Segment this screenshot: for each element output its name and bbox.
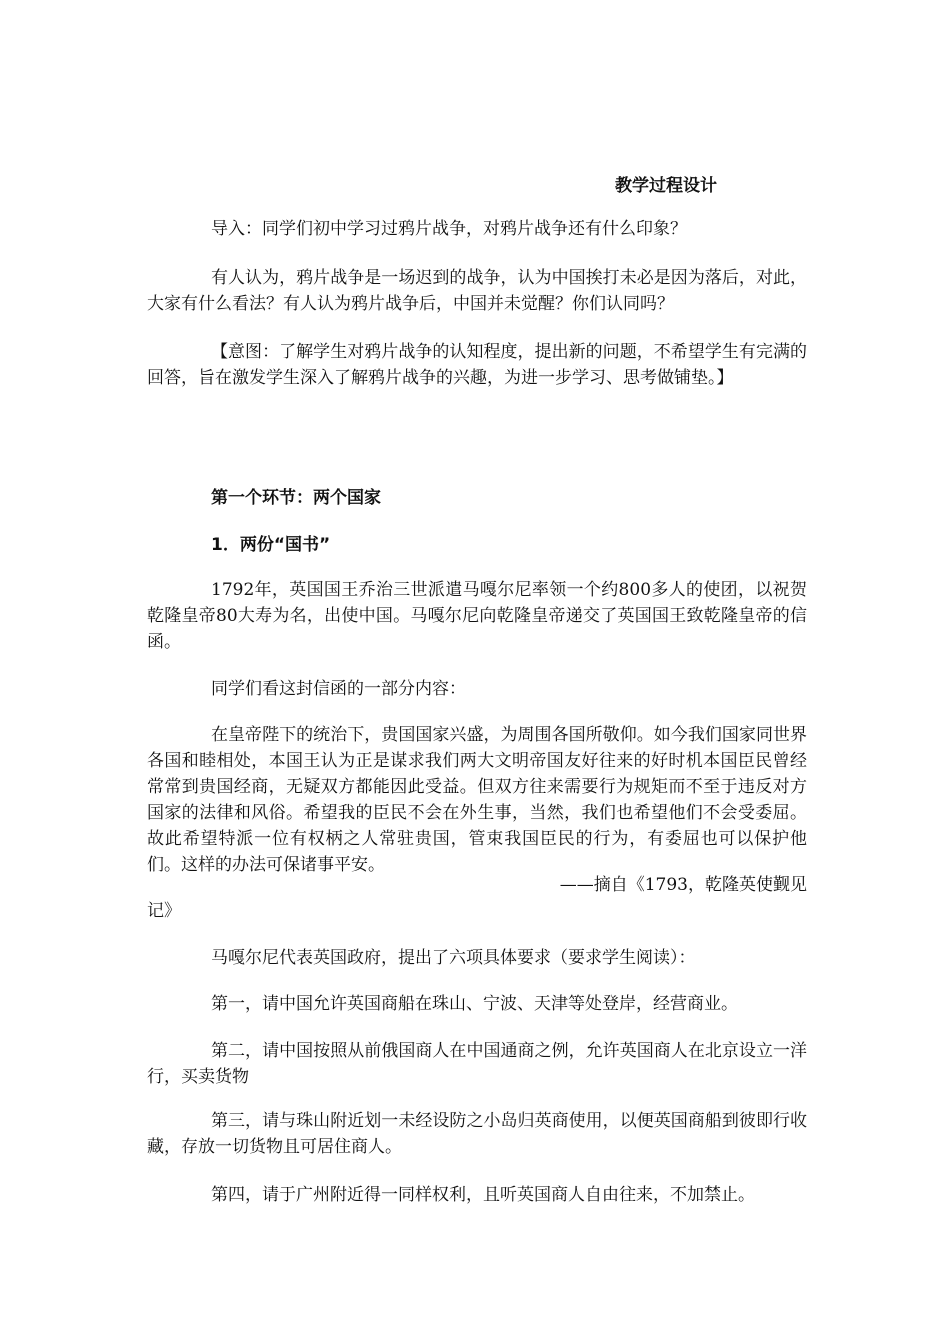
intro-views-paragraph: 有人认为，鸦片战争是一场迟到的战争，认为中国挨打未必是因为落后，对此，大家有什么看法？有人认为鸦片战争后，中国并未觉醒？你们认同吗？ xyxy=(147,268,807,314)
quote-source-line1: ——摘自《1793，乾隆英使觐见 xyxy=(559,875,807,895)
document-title: 教学过程设计 xyxy=(615,176,717,196)
intro-question: 导入：同学们初中学习过鸦片战争，对鸦片战争还有什么印象？ xyxy=(211,219,687,239)
demand-item: 第四，请于广州附近得一同样权利，且听英国商人自由往来，不加禁止。 xyxy=(211,1185,755,1205)
paragraph-1792: 1792年，英国国王乔治三世派遣马嘎尔尼率领一个约800多人的使团，以祝贺乾隆皇帝80大寿为名，出使中国。马嘎尔尼向乾隆皇帝递交了英国国王致乾隆皇帝的信函。 xyxy=(147,580,807,652)
letter-quote: 在皇帝陛下的统治下，贵国国家兴盛，为周围各国所敬仰。如今我们国家同世界各国和睦相处，本国王认为正是谋求我们两大文明帝国友好往来的好时机本国臣民曾经常常到贵国经商，无疑双方都能因此受益。但双方往来需要行为规矩而不至于违反对方国家的法律和风俗。希望我的臣民不会在外生事，当然，我们也希望他们不会受委屈。故此希望特派一位有权柄之人常驻贵国，管束我国臣民的行为，有委屈也可以保护他们。这样的办法可保诸事平安。 xyxy=(147,725,807,875)
demand-item: 第三，请与珠山附近划一未经设防之小岛归英商使用，以便英国商船到彼即行收藏，存放一切货物且可居住商人。 xyxy=(147,1111,807,1157)
quote-source-line2: 记》 xyxy=(147,901,181,921)
subsection-heading: 1．两份“国书” xyxy=(211,535,331,555)
quote-source xyxy=(147,872,807,924)
intent-note: 【意图：了解学生对鸦片战争的认知程度，提出新的问题，不希望学生有完满的回答，旨在激发学生深入了解鸦片战争的兴趣，为进一步学习、思考做铺垫。】 xyxy=(147,342,807,388)
demand-item: 第二，请中国按照从前俄国商人在中国通商之例，允许英国商人在北京设立一洋行，买卖货物 xyxy=(147,1041,807,1087)
section-heading: 第一个环节：两个国家 xyxy=(211,488,381,508)
letter-lead-in: 同学们看这封信函的一部分内容： xyxy=(211,679,466,699)
demands-intro: 马嘎尔尼代表英国政府，提出了六项具体要求（要求学生阅读）： xyxy=(211,948,696,968)
demand-item: 第一，请中国允许英国商船在珠山、宁波、天津等处登岸，经营商业。 xyxy=(211,994,738,1014)
